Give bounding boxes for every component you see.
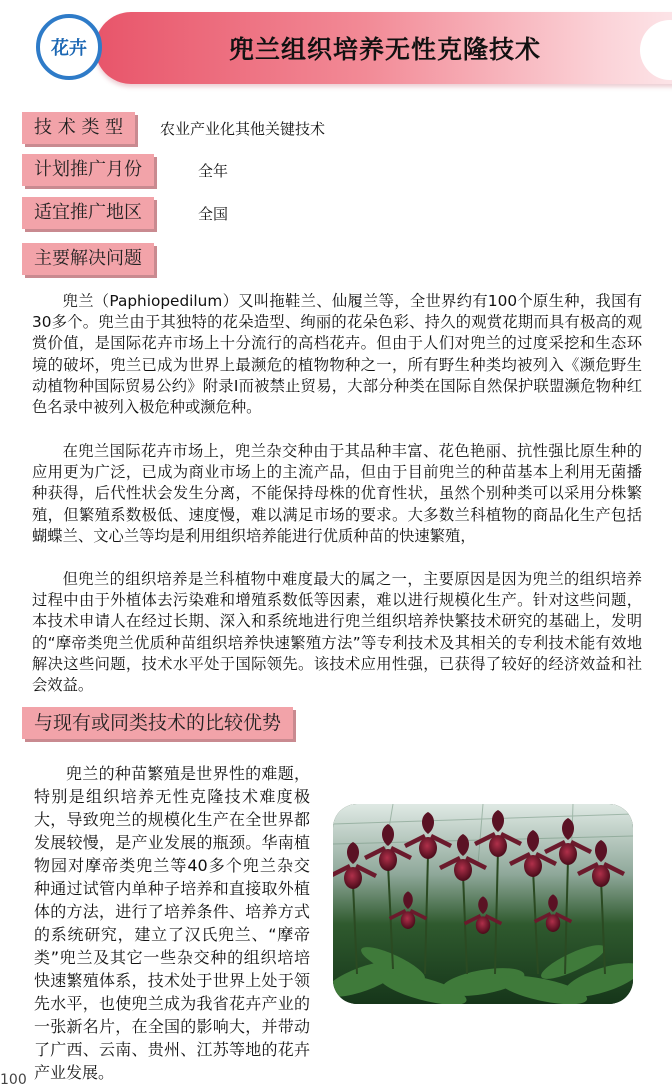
category-label: 花卉 [51, 38, 87, 59]
promotion-region-value: 全国 [198, 205, 229, 223]
promotion-month-tag: 计划推广月份 [22, 154, 154, 186]
paragraph-3: 但兜兰的组织培养是兰科植物中难度最大的属之一，主要原因是因为兜兰的组织培养过程中由于外植体去污染难和增殖系数低等因素，难以进行规模化生产。针对这些问题，本技术申请人在经过长期、深入和系统地进行兜兰组织培养快繁技术研究的基础上，发明的“摩帝类兜兰优质种苗组织培养快速繁殖方法”等专利技术及其相关的专利技术能有效地解决这些问题，技术水平处于国际领先。该技术应用性强，已获得了较好的经济效益和社会效益。 [32, 570, 642, 695]
tech-type-value: 农业产业化其他关键技术 [160, 120, 326, 138]
paragraph-2: 在兜兰国际花卉市场上，兜兰杂交种由于其品种丰富、花色艳丽、抗性强比原生种的应用更为广泛，已成为商业市场上的主流产品，但由于目前兜兰的种苗基本上利用无菌播种获得，后代性状会发生分离，不能保持母株的优育性状，虽然个别种类可以采用分株繁殖，但繁殖系数极低、速度慢，难以满足市场的要求。大多数兰科植物的商品化生产包括蝴蝶兰、文心兰等均是利用组织培养能进行优质种苗的快速繁殖， [32, 442, 642, 545]
section-heading-advantages: 与现有或同类技术的比较优势 [22, 707, 293, 739]
page-number: 100 [0, 1072, 27, 1088]
page-title: 兜兰组织培养无性克隆技术 [228, 35, 541, 64]
category-badge [36, 14, 102, 80]
tech-type-tag: 技 术 类 型 [22, 112, 135, 144]
orchid-photo [333, 804, 633, 1004]
section-heading-problems: 主要解决问题 [22, 243, 154, 275]
advantages-paragraph: 兜兰的种苗繁殖是世界性的难题，特别是组织培养无性克隆技术难度极大，导致兜兰的规模化生产在全世界都发展较慢，是产业发展的瓶颈。华南植物园对摩帝类兜兰等40多个兜兰杂交种通过试管内单种子培养和直接取外植体的方法，进行了培养条件、培养方式的系统研究，建立了汉氏兜兰、“摩帝类”兜兰及其它一些杂交种的组织培培快速繁殖体系，技术处于世界上处于领先水平，也使兜兰成为我省花卉产业的一张新名片，在全国的影响大，并带动了广西、云南、贵州、江苏等地的花卉产业发展。 [34, 764, 310, 1082]
promotion-region-tag: 适宜推广地区 [22, 197, 154, 229]
promotion-month-value: 全年 [198, 162, 229, 180]
paragraph-1: 兜兰（Paphiopedilum）又叫拖鞋兰、仙履兰等，全世界约有100个原生种，我国有30多个。兜兰由于其独特的花朵造型、绚丽的花朵色彩、持久的观赏花期而具有极高的观赏价值，是国际花卉市场上十分流行的高档花卉。但由于人们对兜兰的过度采挖和生态环境的破坏，兜兰已成为世界上最濒危的植物物种之一，所有野生种类均被列入《濒危野生动植物种国际贸易公约》附录I而被禁止贸易，大部分种类在国际自然保护联盟濒危物种红色名录中被列入极危种或濒危种。 [32, 292, 642, 417]
